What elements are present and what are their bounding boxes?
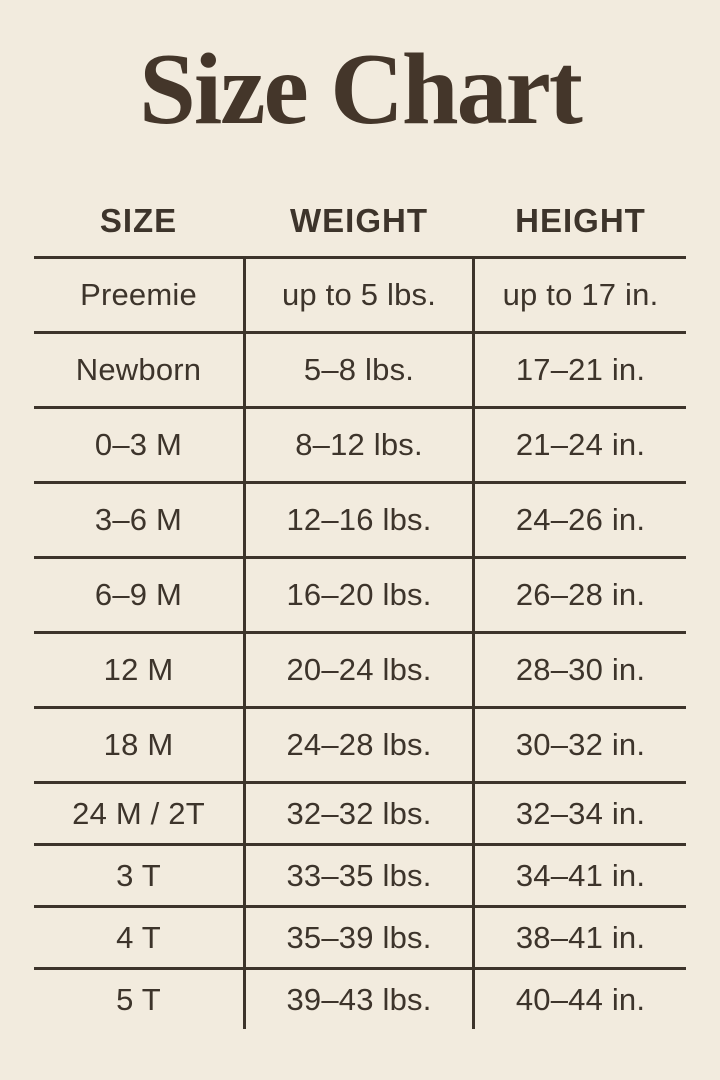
weight-cell: 32–32 lbs.: [243, 784, 475, 843]
table-row: [34, 706, 686, 781]
size-cell: 4 T: [116, 919, 161, 955]
column-header-size: SIZE: [99, 202, 178, 239]
table-row: [34, 331, 686, 406]
height-cell: 26–28 in.: [515, 577, 646, 612]
size-cell: 3 T: [116, 857, 161, 893]
height-cell: 40–44 in.: [515, 981, 646, 1017]
size-cell: 6–9 M: [94, 577, 183, 612]
size-cell: 12 M: [103, 652, 174, 687]
table-row: [34, 631, 686, 706]
table-row: [34, 556, 686, 631]
weight-cell: up to 5 lbs.: [243, 259, 475, 331]
height-cell: 32–34 in.: [515, 795, 646, 831]
column-header-height: HEIGHT: [515, 202, 646, 239]
height-cell: 17–21 in.: [515, 352, 646, 387]
size-cell: 18 M: [103, 727, 174, 762]
size-cell: Preemie: [80, 277, 197, 312]
table-row: [34, 843, 686, 905]
height-cell: up to 17 in.: [502, 277, 659, 312]
weight-cell: 8–12 lbs.: [243, 409, 475, 481]
table-row: [34, 259, 686, 331]
size-cell: 0–3 M: [94, 427, 183, 462]
height-cell: 28–30 in.: [515, 652, 646, 687]
height-cell: 24–26 in.: [515, 502, 646, 537]
height-cell: 30–32 in.: [515, 727, 646, 762]
size-cell: Newborn: [75, 352, 202, 387]
table-row: [34, 905, 686, 967]
weight-cell: 35–39 lbs.: [243, 908, 475, 967]
table-row: [34, 406, 686, 481]
weight-cell: 39–43 lbs.: [243, 970, 475, 1029]
height-cell: 21–24 in.: [515, 427, 646, 462]
weight-cell: 24–28 lbs.: [243, 709, 475, 781]
table-row: [34, 967, 686, 1029]
table-body: [34, 256, 686, 1029]
height-cell: 34–41 in.: [515, 857, 646, 893]
table-row: [34, 481, 686, 556]
size-chart-table: [34, 186, 686, 1029]
weight-cell: 20–24 lbs.: [243, 634, 475, 706]
weight-cell: 5–8 lbs.: [243, 334, 475, 406]
size-cell: 5 T: [116, 981, 161, 1017]
table-row: [34, 781, 686, 843]
page-title: Size Chart: [139, 33, 581, 146]
size-cell: 24 M / 2T: [72, 795, 205, 831]
table-header-row: [34, 186, 686, 256]
height-cell: 38–41 in.: [515, 919, 646, 955]
size-cell: 3–6 M: [94, 502, 183, 537]
weight-cell: 12–16 lbs.: [243, 484, 475, 556]
column-header-weight: WEIGHT: [290, 202, 428, 239]
weight-cell: 16–20 lbs.: [243, 559, 475, 631]
weight-cell: 33–35 lbs.: [243, 846, 475, 905]
